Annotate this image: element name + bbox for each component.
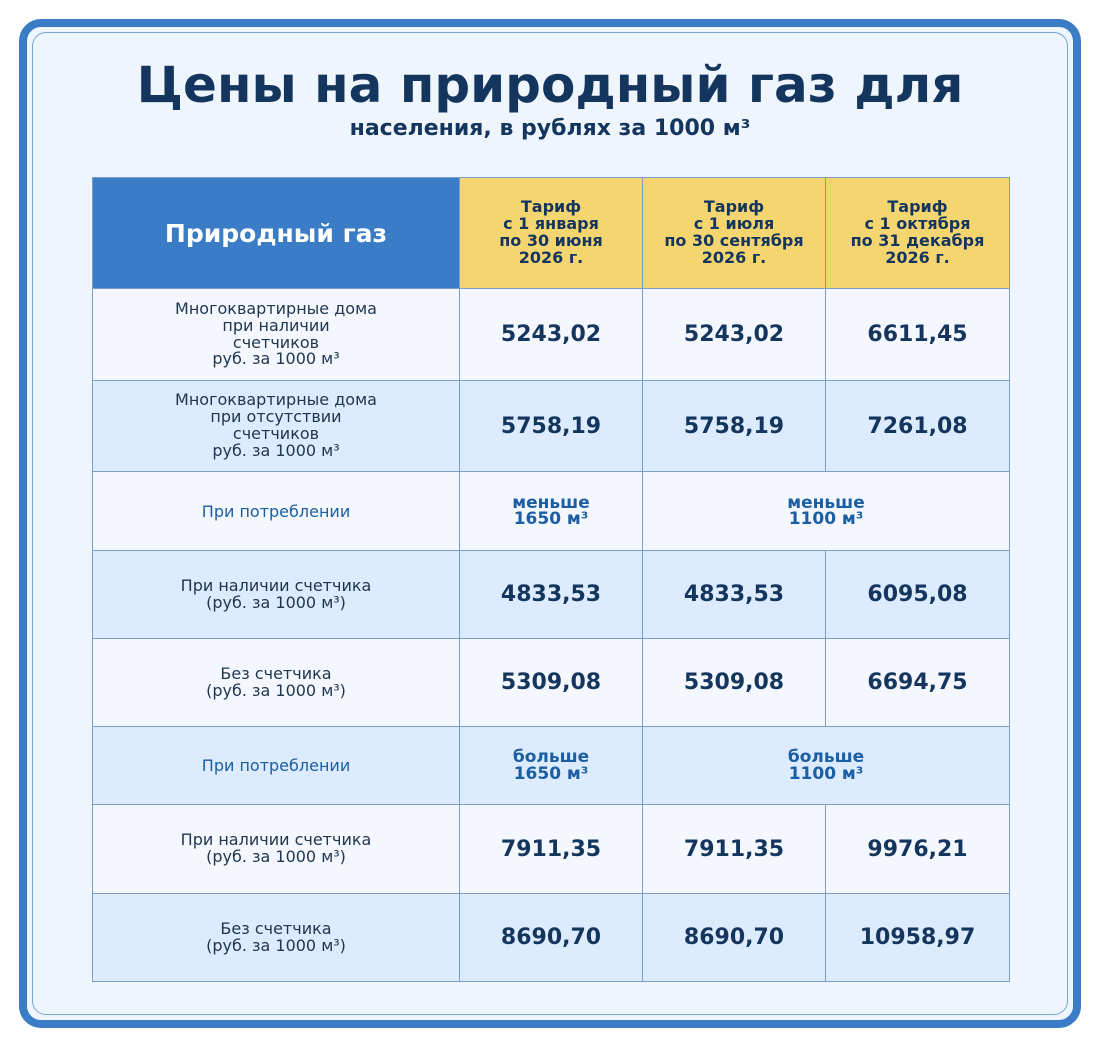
- corner-header: Природный газ: [93, 178, 460, 289]
- price-cell: 10958,97: [826, 894, 1010, 982]
- table-row: [93, 639, 1010, 727]
- gas-price-table: [92, 177, 1010, 982]
- volume-threshold: больше 1650 м³: [460, 727, 643, 805]
- price-cell: 5758,19: [460, 381, 643, 472]
- volume-threshold: меньше 1100 м³: [643, 472, 1010, 551]
- price-cell: 6694,75: [826, 639, 1010, 727]
- table-row: [93, 805, 1010, 894]
- table-row: [93, 551, 1010, 639]
- price-cell: 5758,19: [643, 381, 826, 472]
- page-subtitle: населения, в рублях за 1000 м³: [349, 116, 751, 141]
- price-cell: 7261,08: [826, 381, 1010, 472]
- price-cell: 8690,70: [460, 894, 643, 982]
- column-header-oct-dec: Тариф с 1 октября по 31 декабря 2026 г.: [826, 178, 1010, 289]
- row-label: Без счетчика (руб. за 1000 м³): [93, 639, 460, 727]
- price-cell: 5243,02: [460, 289, 643, 381]
- price-cell: 8690,70: [643, 894, 826, 982]
- table-row: [93, 894, 1010, 982]
- column-header-jan-jun: Тариф с 1 января по 30 июня 2026 г.: [460, 178, 643, 289]
- row-label: При наличии счетчика (руб. за 1000 м³): [93, 805, 460, 894]
- header-row: [93, 178, 1010, 289]
- price-cell: 7911,35: [643, 805, 826, 894]
- price-cell: 6611,45: [826, 289, 1010, 381]
- table-row: [93, 289, 1010, 381]
- price-cell: 7911,35: [460, 805, 643, 894]
- row-label: При наличии счетчика (руб. за 1000 м³): [93, 551, 460, 639]
- column-header-jul-sep: Тариф с 1 июля по 30 сентября 2026 г.: [643, 178, 826, 289]
- table-row: [93, 381, 1010, 472]
- price-cell: 4833,53: [460, 551, 643, 639]
- consumption-label: При потреблении: [93, 727, 460, 805]
- price-cell: 5309,08: [460, 639, 643, 727]
- price-cell: 4833,53: [643, 551, 826, 639]
- price-cell: 6095,08: [826, 551, 1010, 639]
- consumption-label: При потреблении: [93, 472, 460, 551]
- price-cell: 5243,02: [643, 289, 826, 381]
- volume-threshold: меньше 1650 м³: [460, 472, 643, 551]
- price-cell: 9976,21: [826, 805, 1010, 894]
- consumption-row: [93, 472, 1010, 551]
- page-title: Цены на природный газ для: [136, 56, 964, 114]
- consumption-row: [93, 727, 1010, 805]
- row-label: Многоквартирные дома при отсутствии счетчиков руб. за 1000 м³: [93, 381, 460, 472]
- price-cell: 5309,08: [643, 639, 826, 727]
- row-label: Без счетчика (руб. за 1000 м³): [93, 894, 460, 982]
- volume-threshold: больше 1100 м³: [643, 727, 1010, 805]
- row-label: Многоквартирные дома при наличии счетчиков руб. за 1000 м³: [93, 289, 460, 381]
